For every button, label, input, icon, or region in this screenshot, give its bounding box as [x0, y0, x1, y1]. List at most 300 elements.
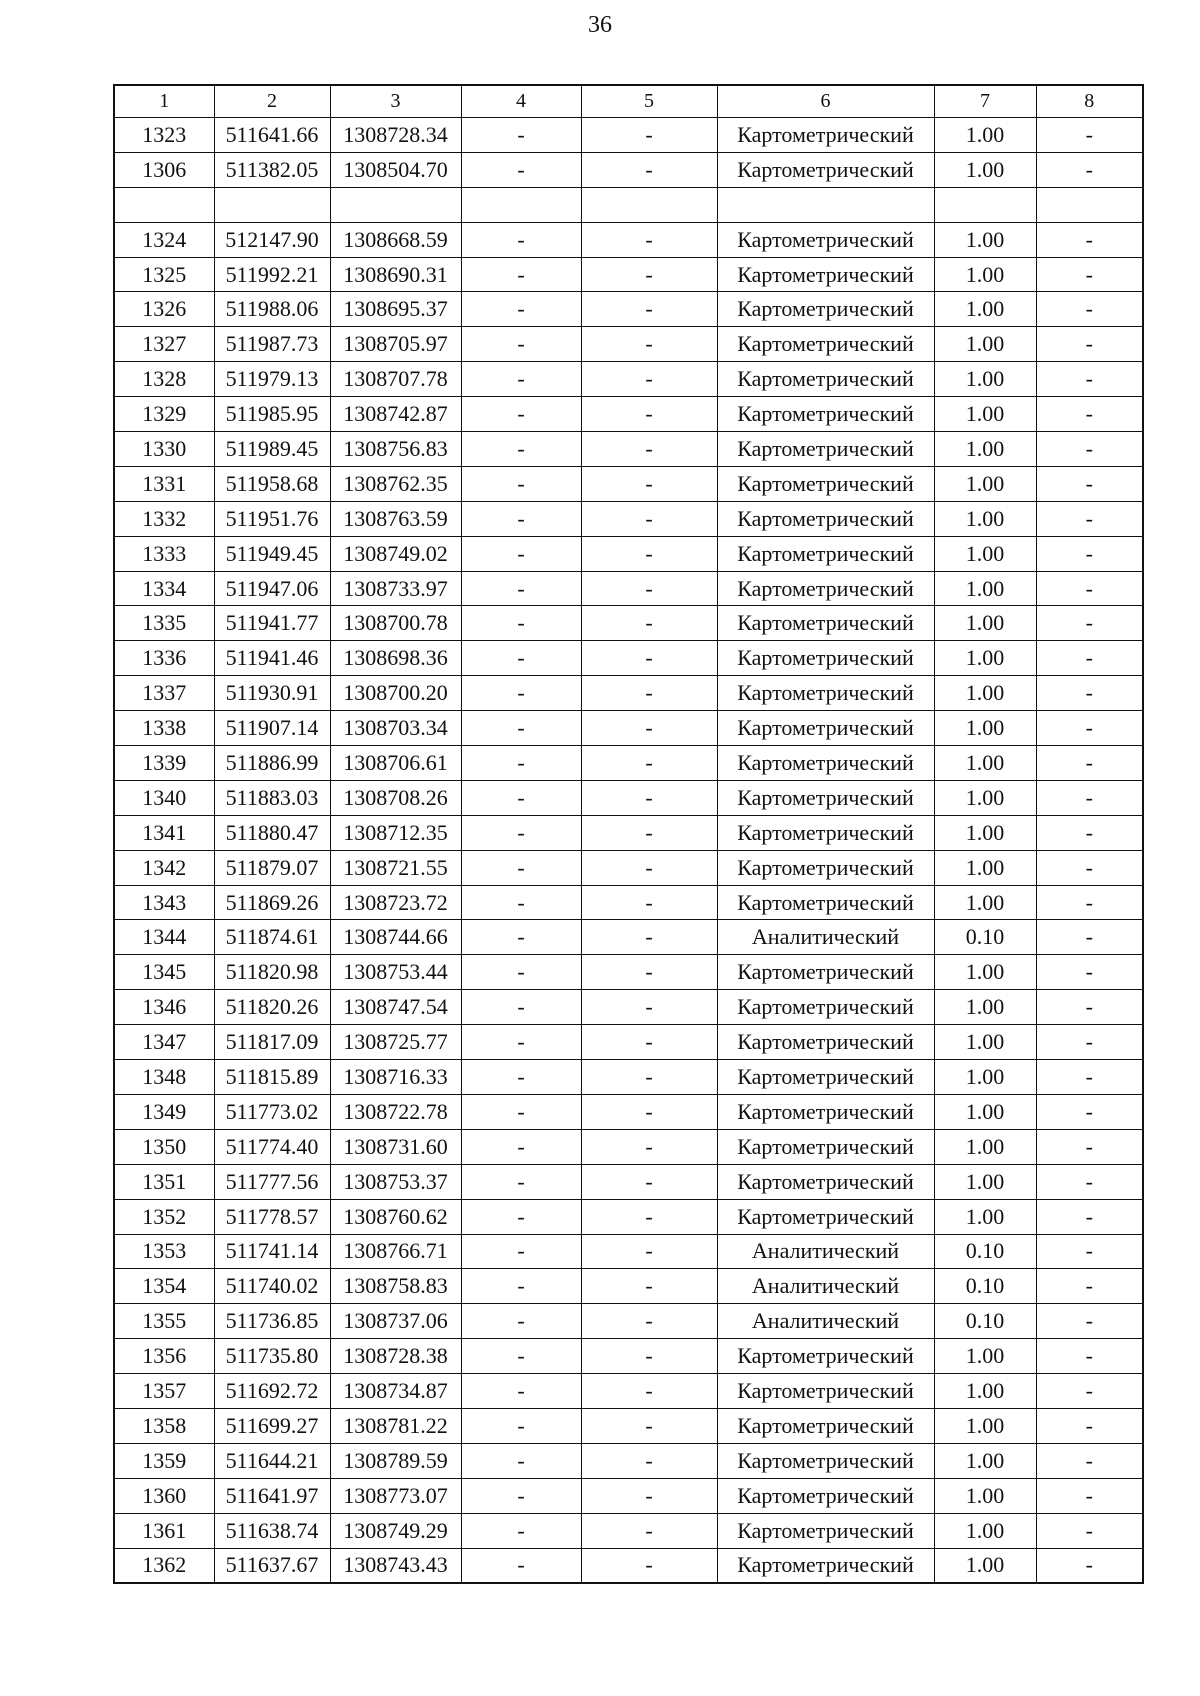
- cell-x-coordinate: 511879.07: [214, 850, 330, 885]
- cell-method: Картометрический: [717, 1060, 934, 1095]
- cell-point-number: 1325: [114, 257, 214, 292]
- cell-col-5: -: [581, 536, 717, 571]
- cell-y-coordinate: 1308749.29: [330, 1513, 461, 1548]
- cell-point-number: 1330: [114, 432, 214, 467]
- cell-col-5: -: [581, 1094, 717, 1129]
- cell-y-coordinate: 1308708.26: [330, 780, 461, 815]
- cell-x-coordinate: 511941.46: [214, 641, 330, 676]
- cell-y-coordinate: 1308753.37: [330, 1164, 461, 1199]
- cell-col-8: -: [1036, 1513, 1143, 1548]
- cell-accuracy: 1.00: [934, 676, 1036, 711]
- cell-col-5: -: [581, 1129, 717, 1164]
- cell-col-8: -: [1036, 955, 1143, 990]
- cell-x-coordinate: 511820.98: [214, 955, 330, 990]
- cell-col-8: -: [1036, 1339, 1143, 1374]
- cell-accuracy: 1.00: [934, 1164, 1036, 1199]
- cell-point-number: 1334: [114, 571, 214, 606]
- cell-col-8: -: [1036, 536, 1143, 571]
- table-row: [114, 1129, 1143, 1164]
- cell-accuracy: 1.00: [934, 711, 1036, 746]
- cell-col-8: -: [1036, 1025, 1143, 1060]
- cell-col-5: [581, 187, 717, 222]
- cell-accuracy: 1.00: [934, 292, 1036, 327]
- cell-col-5: -: [581, 780, 717, 815]
- cell-y-coordinate: 1308668.59: [330, 222, 461, 257]
- cell-col-5: -: [581, 606, 717, 641]
- cell-point-number: 1349: [114, 1094, 214, 1129]
- cell-col-8: -: [1036, 676, 1143, 711]
- cell-x-coordinate: 511947.06: [214, 571, 330, 606]
- cell-accuracy: 1.00: [934, 536, 1036, 571]
- table-header: [114, 85, 1143, 118]
- cell-point-number: 1335: [114, 606, 214, 641]
- cell-accuracy: 1.00: [934, 1374, 1036, 1409]
- cell-y-coordinate: 1308734.87: [330, 1374, 461, 1409]
- cell-y-coordinate: 1308773.07: [330, 1478, 461, 1513]
- cell-x-coordinate: 511815.89: [214, 1060, 330, 1095]
- cell-col-5: -: [581, 152, 717, 187]
- cell-point-number: 1350: [114, 1129, 214, 1164]
- table-row: [114, 641, 1143, 676]
- table-body: [114, 118, 1143, 1584]
- cell-col-4: -: [461, 1339, 581, 1374]
- cell-x-coordinate: 511641.66: [214, 118, 330, 153]
- cell-accuracy: 1.00: [934, 397, 1036, 432]
- cell-y-coordinate: 1308733.97: [330, 571, 461, 606]
- cell-point-number: 1359: [114, 1443, 214, 1478]
- cell-col-5: -: [581, 850, 717, 885]
- cell-col-4: -: [461, 920, 581, 955]
- cell-col-5: -: [581, 1408, 717, 1443]
- cell-x-coordinate: 511817.09: [214, 1025, 330, 1060]
- cell-x-coordinate: 511637.67: [214, 1548, 330, 1583]
- cell-method: Картометрический: [717, 1443, 934, 1478]
- cell-col-4: -: [461, 501, 581, 536]
- cell-col-4: -: [461, 990, 581, 1025]
- cell-col-4: -: [461, 1304, 581, 1339]
- table-row: [114, 1164, 1143, 1199]
- cell-col-8: -: [1036, 466, 1143, 501]
- table-row: [114, 1443, 1143, 1478]
- cell-col-5: -: [581, 815, 717, 850]
- cell-accuracy: 1.00: [934, 885, 1036, 920]
- cell-col-8: -: [1036, 432, 1143, 467]
- cell-point-number: 1340: [114, 780, 214, 815]
- column-header-4: 4: [461, 85, 581, 118]
- cell-col-8: -: [1036, 746, 1143, 781]
- cell-col-5: -: [581, 1339, 717, 1374]
- cell-x-coordinate: 511735.80: [214, 1339, 330, 1374]
- cell-col-8: -: [1036, 920, 1143, 955]
- cell-col-5: -: [581, 327, 717, 362]
- cell-col-5: -: [581, 1060, 717, 1095]
- cell-col-4: -: [461, 815, 581, 850]
- cell-method: Картометрический: [717, 606, 934, 641]
- table-row: [114, 1234, 1143, 1269]
- cell-x-coordinate: 511740.02: [214, 1269, 330, 1304]
- cell-col-4: -: [461, 327, 581, 362]
- cell-col-4: [461, 187, 581, 222]
- cell-col-8: -: [1036, 1374, 1143, 1409]
- cell-col-4: -: [461, 432, 581, 467]
- cell-x-coordinate: 512147.90: [214, 222, 330, 257]
- cell-point-number: 1360: [114, 1478, 214, 1513]
- cell-y-coordinate: 1308742.87: [330, 397, 461, 432]
- cell-col-5: -: [581, 292, 717, 327]
- cell-x-coordinate: 511907.14: [214, 711, 330, 746]
- cell-col-4: -: [461, 152, 581, 187]
- cell-col-5: -: [581, 1478, 717, 1513]
- cell-accuracy: 1.00: [934, 1443, 1036, 1478]
- cell-point-number: 1357: [114, 1374, 214, 1409]
- table-row: [114, 955, 1143, 990]
- table-row: [114, 397, 1143, 432]
- cell-col-8: [1036, 187, 1143, 222]
- cell-point-number: 1331: [114, 466, 214, 501]
- cell-method: Картометрический: [717, 1199, 934, 1234]
- cell-accuracy: 1.00: [934, 1199, 1036, 1234]
- cell-method: Картометрический: [717, 152, 934, 187]
- table-row: [114, 746, 1143, 781]
- table-row: [114, 676, 1143, 711]
- cell-point-number: 1338: [114, 711, 214, 746]
- cell-point-number: 1348: [114, 1060, 214, 1095]
- cell-x-coordinate: 511930.91: [214, 676, 330, 711]
- cell-point-number: 1328: [114, 362, 214, 397]
- cell-col-8: -: [1036, 1269, 1143, 1304]
- cell-y-coordinate: 1308749.02: [330, 536, 461, 571]
- cell-x-coordinate: 511989.45: [214, 432, 330, 467]
- cell-y-coordinate: 1308721.55: [330, 850, 461, 885]
- cell-method: Картометрический: [717, 292, 934, 327]
- cell-col-8: -: [1036, 711, 1143, 746]
- cell-point-number: 1323: [114, 118, 214, 153]
- cell-y-coordinate: 1308758.83: [330, 1269, 461, 1304]
- cell-y-coordinate: 1308789.59: [330, 1443, 461, 1478]
- cell-method: Картометрический: [717, 815, 934, 850]
- table-row: [114, 711, 1143, 746]
- cell-col-4: -: [461, 1060, 581, 1095]
- cell-x-coordinate: 511949.45: [214, 536, 330, 571]
- cell-col-5: -: [581, 885, 717, 920]
- cell-y-coordinate: 1308725.77: [330, 1025, 461, 1060]
- cell-col-8: -: [1036, 257, 1143, 292]
- cell-col-8: -: [1036, 1478, 1143, 1513]
- cell-x-coordinate: 511874.61: [214, 920, 330, 955]
- cell-x-coordinate: 511641.97: [214, 1478, 330, 1513]
- cell-col-8: -: [1036, 815, 1143, 850]
- cell-accuracy: 1.00: [934, 780, 1036, 815]
- cell-col-8: -: [1036, 222, 1143, 257]
- table-row: [114, 780, 1143, 815]
- table-row: [114, 152, 1143, 187]
- column-header-2: 2: [214, 85, 330, 118]
- cell-accuracy: 1.00: [934, 955, 1036, 990]
- cell-method: Картометрический: [717, 536, 934, 571]
- cell-method: Картометрический: [717, 711, 934, 746]
- cell-method: Картометрический: [717, 746, 934, 781]
- cell-method: Картометрический: [717, 1025, 934, 1060]
- cell-method: Картометрический: [717, 501, 934, 536]
- cell-col-8: -: [1036, 292, 1143, 327]
- coordinates-table: [113, 84, 1144, 1584]
- cell-accuracy: 0.10: [934, 920, 1036, 955]
- cell-col-5: -: [581, 571, 717, 606]
- cell-point-number: 1358: [114, 1408, 214, 1443]
- cell-col-4: -: [461, 1408, 581, 1443]
- cell-col-4: -: [461, 292, 581, 327]
- cell-point-number: 1342: [114, 850, 214, 885]
- cell-col-4: -: [461, 571, 581, 606]
- cell-col-5: -: [581, 1234, 717, 1269]
- cell-y-coordinate: 1308781.22: [330, 1408, 461, 1443]
- cell-y-coordinate: 1308707.78: [330, 362, 461, 397]
- cell-y-coordinate: 1308756.83: [330, 432, 461, 467]
- cell-method: Картометрический: [717, 1129, 934, 1164]
- cell-col-8: -: [1036, 990, 1143, 1025]
- cell-col-5: -: [581, 1513, 717, 1548]
- cell-point-number: 1306: [114, 152, 214, 187]
- cell-col-4: -: [461, 955, 581, 990]
- cell-y-coordinate: 1308722.78: [330, 1094, 461, 1129]
- table-row: [114, 1374, 1143, 1409]
- table-row: [114, 1094, 1143, 1129]
- cell-col-8: -: [1036, 327, 1143, 362]
- cell-col-8: -: [1036, 397, 1143, 432]
- cell-y-coordinate: 1308690.31: [330, 257, 461, 292]
- cell-col-4: -: [461, 1443, 581, 1478]
- cell-col-8: -: [1036, 641, 1143, 676]
- cell-method: Картометрический: [717, 222, 934, 257]
- cell-col-8: -: [1036, 1234, 1143, 1269]
- cell-x-coordinate: [214, 187, 330, 222]
- cell-method: Картометрический: [717, 1164, 934, 1199]
- cell-x-coordinate: 511880.47: [214, 815, 330, 850]
- cell-col-4: -: [461, 850, 581, 885]
- cell-col-4: -: [461, 746, 581, 781]
- table-row: [114, 571, 1143, 606]
- table-row: [114, 1269, 1143, 1304]
- table-row: [114, 222, 1143, 257]
- cell-method: [717, 187, 934, 222]
- cell-x-coordinate: 511773.02: [214, 1094, 330, 1129]
- cell-col-5: -: [581, 955, 717, 990]
- table-row: [114, 292, 1143, 327]
- cell-accuracy: 1.00: [934, 257, 1036, 292]
- cell-col-4: -: [461, 1025, 581, 1060]
- cell-accuracy: 1.00: [934, 1025, 1036, 1060]
- cell-method: Картометрический: [717, 885, 934, 920]
- cell-col-5: -: [581, 641, 717, 676]
- cell-x-coordinate: 511638.74: [214, 1513, 330, 1548]
- cell-col-8: -: [1036, 1304, 1143, 1339]
- cell-x-coordinate: 511820.26: [214, 990, 330, 1025]
- cell-col-4: -: [461, 536, 581, 571]
- cell-method: Картометрический: [717, 257, 934, 292]
- page-number: 36: [588, 12, 612, 38]
- cell-accuracy: 1.00: [934, 152, 1036, 187]
- cell-col-4: -: [461, 606, 581, 641]
- column-header-5: 5: [581, 85, 717, 118]
- cell-col-8: -: [1036, 885, 1143, 920]
- column-header-8: 8: [1036, 85, 1143, 118]
- table-row: [114, 920, 1143, 955]
- cell-y-coordinate: 1308747.54: [330, 990, 461, 1025]
- cell-point-number: 1346: [114, 990, 214, 1025]
- cell-x-coordinate: 511886.99: [214, 746, 330, 781]
- cell-col-5: -: [581, 1304, 717, 1339]
- cell-method: Картометрический: [717, 362, 934, 397]
- cell-col-8: -: [1036, 780, 1143, 815]
- cell-method: Картометрический: [717, 641, 934, 676]
- cell-method: Картометрический: [717, 1548, 934, 1583]
- cell-accuracy: [934, 187, 1036, 222]
- cell-y-coordinate: 1308712.35: [330, 815, 461, 850]
- cell-y-coordinate: 1308737.06: [330, 1304, 461, 1339]
- cell-col-8: -: [1036, 1164, 1143, 1199]
- cell-y-coordinate: 1308743.43: [330, 1548, 461, 1583]
- cell-accuracy: 1.00: [934, 327, 1036, 362]
- cell-point-number: 1333: [114, 536, 214, 571]
- cell-method: Картометрический: [717, 1339, 934, 1374]
- cell-col-5: -: [581, 257, 717, 292]
- cell-x-coordinate: 511777.56: [214, 1164, 330, 1199]
- cell-y-coordinate: 1308695.37: [330, 292, 461, 327]
- cell-col-4: -: [461, 1129, 581, 1164]
- cell-point-number: 1356: [114, 1339, 214, 1374]
- cell-col-5: -: [581, 222, 717, 257]
- cell-col-5: -: [581, 920, 717, 955]
- cell-accuracy: 1.00: [934, 362, 1036, 397]
- table-row: [114, 501, 1143, 536]
- cell-point-number: 1362: [114, 1548, 214, 1583]
- cell-point-number: 1344: [114, 920, 214, 955]
- cell-x-coordinate: 511883.03: [214, 780, 330, 815]
- cell-col-4: -: [461, 257, 581, 292]
- cell-y-coordinate: 1308504.70: [330, 152, 461, 187]
- cell-method: Картометрический: [717, 780, 934, 815]
- cell-point-number: 1351: [114, 1164, 214, 1199]
- cell-accuracy: 1.00: [934, 1339, 1036, 1374]
- cell-y-coordinate: 1308744.66: [330, 920, 461, 955]
- cell-col-8: -: [1036, 1094, 1143, 1129]
- cell-col-8: -: [1036, 1199, 1143, 1234]
- cell-col-4: -: [461, 1234, 581, 1269]
- cell-y-coordinate: 1308762.35: [330, 466, 461, 501]
- cell-col-4: -: [461, 362, 581, 397]
- cell-method: Картометрический: [717, 1513, 934, 1548]
- cell-point-number: 1324: [114, 222, 214, 257]
- cell-method: Картометрический: [717, 850, 934, 885]
- cell-col-5: -: [581, 501, 717, 536]
- table-row: [114, 1025, 1143, 1060]
- table-row: [114, 327, 1143, 362]
- cell-y-coordinate: 1308731.60: [330, 1129, 461, 1164]
- cell-method: Картометрический: [717, 327, 934, 362]
- cell-col-5: -: [581, 1199, 717, 1234]
- cell-x-coordinate: 511941.77: [214, 606, 330, 641]
- table-row: [114, 432, 1143, 467]
- cell-accuracy: 1.00: [934, 1513, 1036, 1548]
- cell-method: Картометрический: [717, 1478, 934, 1513]
- cell-point-number: 1347: [114, 1025, 214, 1060]
- cell-point-number: 1354: [114, 1269, 214, 1304]
- cell-col-8: -: [1036, 1060, 1143, 1095]
- cell-col-4: -: [461, 1094, 581, 1129]
- cell-col-4: -: [461, 885, 581, 920]
- cell-method: Картометрический: [717, 118, 934, 153]
- cell-accuracy: 1.00: [934, 1408, 1036, 1443]
- cell-col-5: -: [581, 1443, 717, 1478]
- table-row: [114, 1339, 1143, 1374]
- cell-point-number: 1336: [114, 641, 214, 676]
- cell-col-5: -: [581, 118, 717, 153]
- cell-accuracy: 1.00: [934, 1094, 1036, 1129]
- cell-col-5: -: [581, 1548, 717, 1583]
- cell-x-coordinate: 511985.95: [214, 397, 330, 432]
- cell-point-number: 1337: [114, 676, 214, 711]
- cell-col-4: -: [461, 641, 581, 676]
- cell-x-coordinate: 511699.27: [214, 1408, 330, 1443]
- cell-col-4: -: [461, 1164, 581, 1199]
- table-row: [114, 1478, 1143, 1513]
- cell-x-coordinate: 511958.68: [214, 466, 330, 501]
- table-row: [114, 257, 1143, 292]
- cell-col-5: -: [581, 711, 717, 746]
- cell-point-number: 1326: [114, 292, 214, 327]
- cell-x-coordinate: 511987.73: [214, 327, 330, 362]
- cell-point-number: 1327: [114, 327, 214, 362]
- cell-y-coordinate: 1308723.72: [330, 885, 461, 920]
- cell-col-4: -: [461, 780, 581, 815]
- cell-col-4: -: [461, 676, 581, 711]
- table-row: [114, 118, 1143, 153]
- cell-y-coordinate: 1308766.71: [330, 1234, 461, 1269]
- table-row: [114, 1199, 1143, 1234]
- cell-y-coordinate: 1308706.61: [330, 746, 461, 781]
- cell-col-4: -: [461, 466, 581, 501]
- cell-col-8: -: [1036, 1443, 1143, 1478]
- table-row: [114, 536, 1143, 571]
- cell-col-5: -: [581, 397, 717, 432]
- cell-y-coordinate: 1308728.34: [330, 118, 461, 153]
- cell-col-4: -: [461, 1478, 581, 1513]
- cell-accuracy: 1.00: [934, 850, 1036, 885]
- table-row: [114, 850, 1143, 885]
- table-row: [114, 1408, 1143, 1443]
- cell-point-number: 1343: [114, 885, 214, 920]
- cell-point-number: 1332: [114, 501, 214, 536]
- table-row: [114, 187, 1143, 222]
- cell-col-8: -: [1036, 1548, 1143, 1583]
- table-row: [114, 1548, 1143, 1583]
- cell-y-coordinate: [330, 187, 461, 222]
- cell-col-4: -: [461, 1374, 581, 1409]
- column-header-3: 3: [330, 85, 461, 118]
- cell-method: Аналитический: [717, 1269, 934, 1304]
- cell-point-number: 1329: [114, 397, 214, 432]
- cell-method: Аналитический: [717, 920, 934, 955]
- cell-col-8: -: [1036, 1129, 1143, 1164]
- cell-x-coordinate: 511951.76: [214, 501, 330, 536]
- cell-col-5: -: [581, 1374, 717, 1409]
- cell-col-8: -: [1036, 362, 1143, 397]
- cell-accuracy: 1.00: [934, 466, 1036, 501]
- cell-point-number: 1352: [114, 1199, 214, 1234]
- cell-point-number: [114, 187, 214, 222]
- cell-x-coordinate: 511741.14: [214, 1234, 330, 1269]
- cell-accuracy: 1.00: [934, 1548, 1036, 1583]
